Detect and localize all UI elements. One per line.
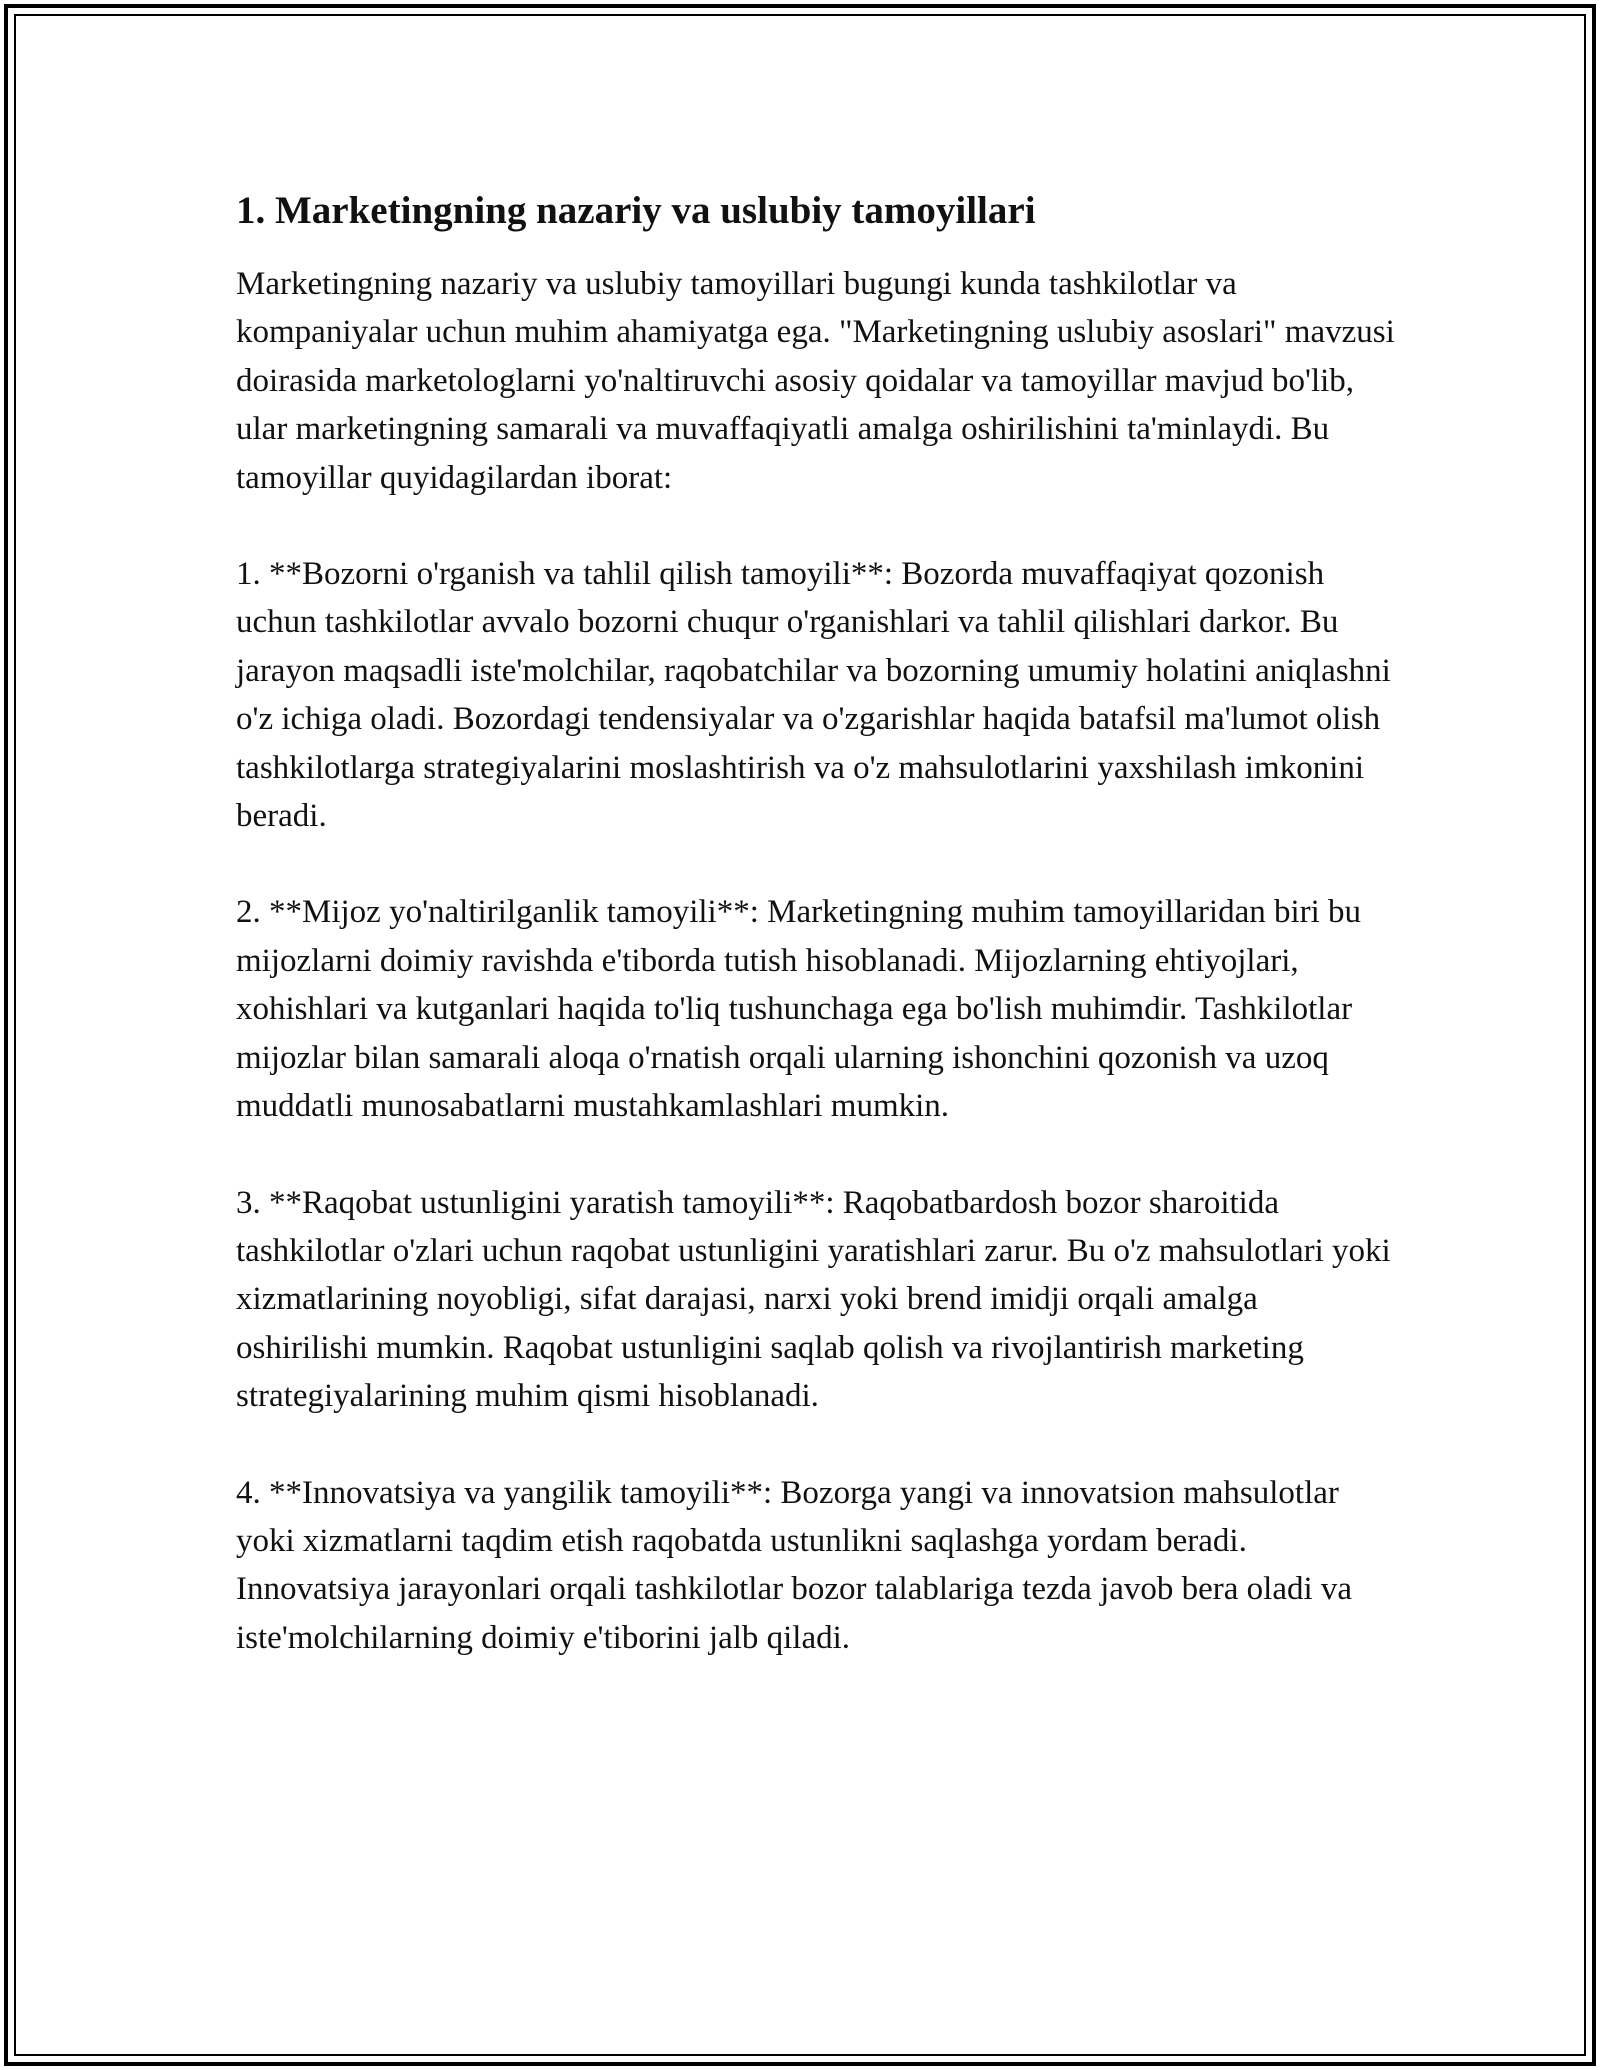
principle-paragraph-3: 3. **Raqobat ustunligini yaratish tamoyili**: Raqobatbardosh bozor sharoitida tashkilotlar o'zlari uchun raqobat ustunligini yaratishlari zarur. Bu o'z mahsulotlari yoki xizmatlarining noyobligi, sifat darajasi, narxi yoki brend imidji orqali amalga oshirilishi mumkin. Raqobat ustunligini saqlab qolish va rivojlantirish marketing strategiyalarining muhim qismi hisoblanadi. bbox=[236, 1184, 1391, 1415]
document-page bbox=[236, 186, 1396, 1710]
principle-paragraph-4: 4. **Innovatsiya va yangilik tamoyili**: Bozorga yangi va innovatsion mahsulotlar yoki xizmatlarni taqdim etish raqobatda ustunlikni saqlashga yordam beradi. Innovatsiya jarayonlari orqali tashkilotlar bozor talablariga tezda javob bera oladi va iste'molchilarning doimiy e'tiborini jalb qiladi. bbox=[236, 1474, 1353, 1656]
principle-paragraph-2: 2. **Mijoz yo'naltirilganlik tamoyili**: Marketingning muhim tamoyillaridan biri bu mijozlarni doimiy ravishda e'tiborda tutish hisoblanadi. Mijozlarning ehtiyojlari, xohishlari va kutganlari haqida to'liq tushunchaga ega bo'lish muhimdir. Tashkilotlar mijozlar bilan samarali aloqa o'rnatish orqali ularning ishonchini qozonish va uzoq muddatli munosabatlarni mustahkamlashlari mumkin. bbox=[236, 894, 1362, 1125]
section-title: 1. Marketingning nazariy va uslubiy tamoyillari bbox=[236, 189, 1036, 232]
principle-paragraph-1: 1. **Bozorni o'rganish va tahlil qilish tamoyili**: Bozorda muvaffaqiyat qozonish uchun tashkilotlar avvalo bozorni chuqur o'rganishlari va tahlil qilishlari darkor. Bu jarayon maqsadli iste'molchilar, raqobatchilar va bozorning umumiy holatini aniqlashni o'z ichiga oladi. Bozordagi tendensiyalar va o'zgarishlar haqida batafsil ma'lumot olish tashkilotlarga strategiyalarini moslashtirish va o'z mahsulotlarini yaxshilash imkonini beradi. bbox=[236, 556, 1391, 835]
intro-paragraph: Marketingning nazariy va uslubiy tamoyillari bugungi kunda tashkilotlar va kompaniyalar uchun muhim ahamiyatga ega. "Marketingning uslubiy asoslari" mavzusi doirasida marketologlarni yo'naltiruvchi asosiy qoidalar va tamoyillar mavjud bo'lib, ular marketingning samarali va muvaffaqiyatli amalga oshirilishini ta'minlaydi. Bu tamoyillar quyidagilardan iborat: bbox=[236, 266, 1395, 496]
